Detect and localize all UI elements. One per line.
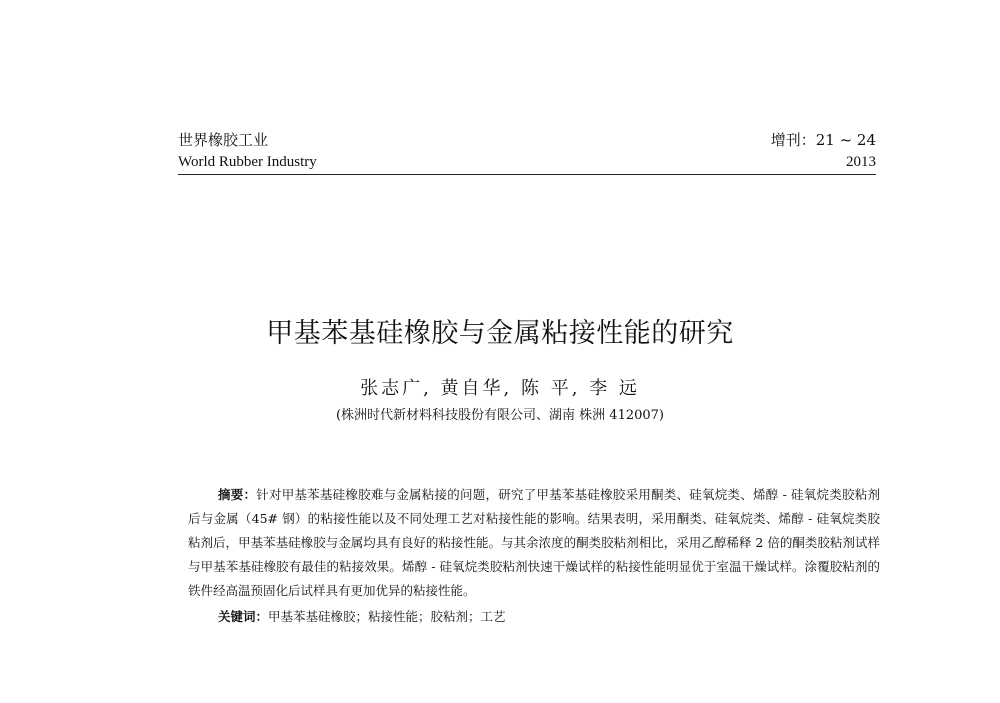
- journal-header: [178, 130, 876, 174]
- keywords-label: 关键词：: [218, 609, 269, 624]
- affiliation: (株洲时代新材料科技股份有限公司、湖南 株洲 412007): [335, 408, 665, 423]
- keywords-text: 甲基苯基硅橡胶；粘接性能；胶粘剂；工艺: [268, 609, 506, 624]
- paper-title: 甲基苯基硅橡胶与金属粘接性能的研究: [266, 318, 734, 349]
- keywords: [218, 605, 878, 629]
- header-rule: [178, 174, 876, 175]
- abstract-text: 针对甲基苯基硅橡胶难与金属粘接的问题，研究了甲基苯基硅橡胶采用酮类、硅氧烷类、烯醇 - 硅氧烷类胶粘剂后与金属（45# 钢）的粘接性能以及不同处理工艺对粘接性能的影响。结果表明，采用酮类、硅氧烷类、烯醇 - 硅氧烷类胶粘剂后，甲基苯基硅橡胶与金属均具有良好的粘接性能。与其余浓度的酮类胶粘剂相比，采用乙醇稀释 2 倍的酮类胶粘剂试样与甲基苯基硅橡胶有最佳的粘接效果。烯醇 - 硅氧烷类胶粘剂快速干燥试样的粘接性能明显优于室温干燥试样。涂覆胶粘剂的铁件经高温预固化后试样具有更加优异的粘接性能。: [188, 487, 880, 598]
- issue-year: 2013: [846, 154, 876, 170]
- abstract-label: 摘要：: [218, 487, 257, 502]
- issue-pages: 增刊：21 ~ 24: [770, 131, 876, 149]
- authors: 张志广, 黄自华, 陈 平, 李 远: [360, 378, 640, 399]
- abstract: [188, 483, 880, 603]
- journal-name-cn: 世界橡胶工业: [178, 131, 269, 149]
- journal-name-en: World Rubber Industry: [178, 154, 317, 170]
